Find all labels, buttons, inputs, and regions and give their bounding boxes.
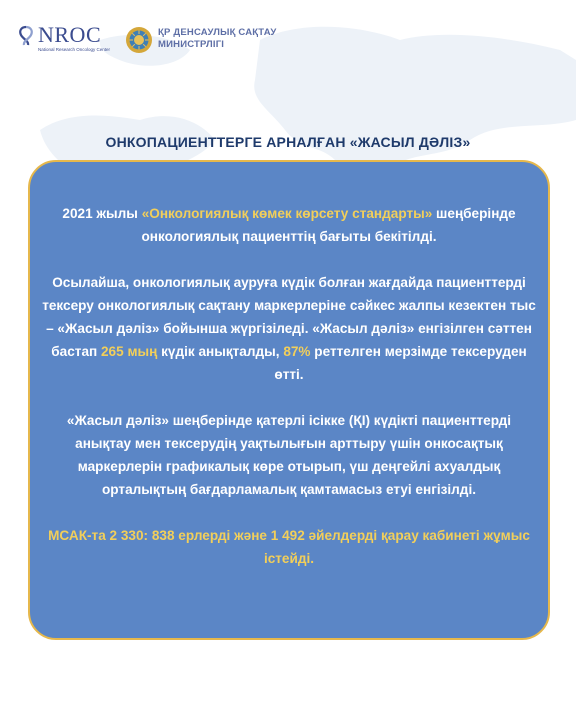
on-time-percent-highlight: 87% [283,344,311,359]
paragraph-screening-rooms: МСАК-та 2 330: 838 ерлерді және 1 492 әйелдерді қарау кабинеті жұмыс істейді. [48,528,530,566]
nroc-logo [14,22,114,58]
paragraph-standard-part2: шеңберінде онкологиялық пациенттің бағыты бекітілді. [141,206,516,244]
state-emblem-icon [125,26,153,54]
header [14,22,374,62]
suspicions-count-highlight: 265 мың [101,344,158,359]
standard-name-highlight: «Онкологиялық көмек көрсету стандарты» [141,206,433,221]
ministry-name-line1: ҚР ДЕНСАУЛЫҚ САҚТАУ [158,27,277,38]
paragraph-standard-part1: 2021 жылы [62,206,142,221]
ministry-name-line2: МИНИСТРЛІГІ [158,39,225,50]
paragraph-green-corridor-part1: Осылайша, онкологиялық ауруға күдік болған жағдайда пациенттерді тексеру онкологиялық сақтану маркерлеріне сәйкес жалпы кезектен тыс – «Жасыл дәліз» бойынша жүргізіледі. «Жасыл дәліз» енгізілген сәттен бастап [42,275,536,359]
paragraph-software: «Жасыл дәліз» шеңберінде қатерлі ісікке (ҚІ) күдікті пациенттерді анықтау мен тексерудің уақтылығын арттыру үшін онкосақтық маркерлерін графикалық көре отырып, үш деңгейлі ахуалдық орталықтың бағдарламалық қамтамасыз етуі енгізілді. [66,413,512,497]
paragraph-green-corridor-part2: күдік анықталды, [157,344,284,359]
nroc-logo-subtitle: National Research Oncology Center [38,47,111,52]
paragraph-standard [40,202,538,248]
paragraph-green-corridor-part3: реттелген мерзімде тексеруден өтті. [274,344,527,382]
paragraph-green-corridor [40,271,538,386]
page-title: ОНКОПАЦИЕНТТЕРГЕ АРНАЛҒАН «ЖАСЫЛ ДӘЛІЗ» [105,134,471,150]
nroc-ribbon-icon [14,24,38,48]
ministry-name [158,27,277,51]
info-card [28,160,550,640]
nroc-logo-text: NROC [38,22,102,47]
info-card-body [40,202,538,593]
